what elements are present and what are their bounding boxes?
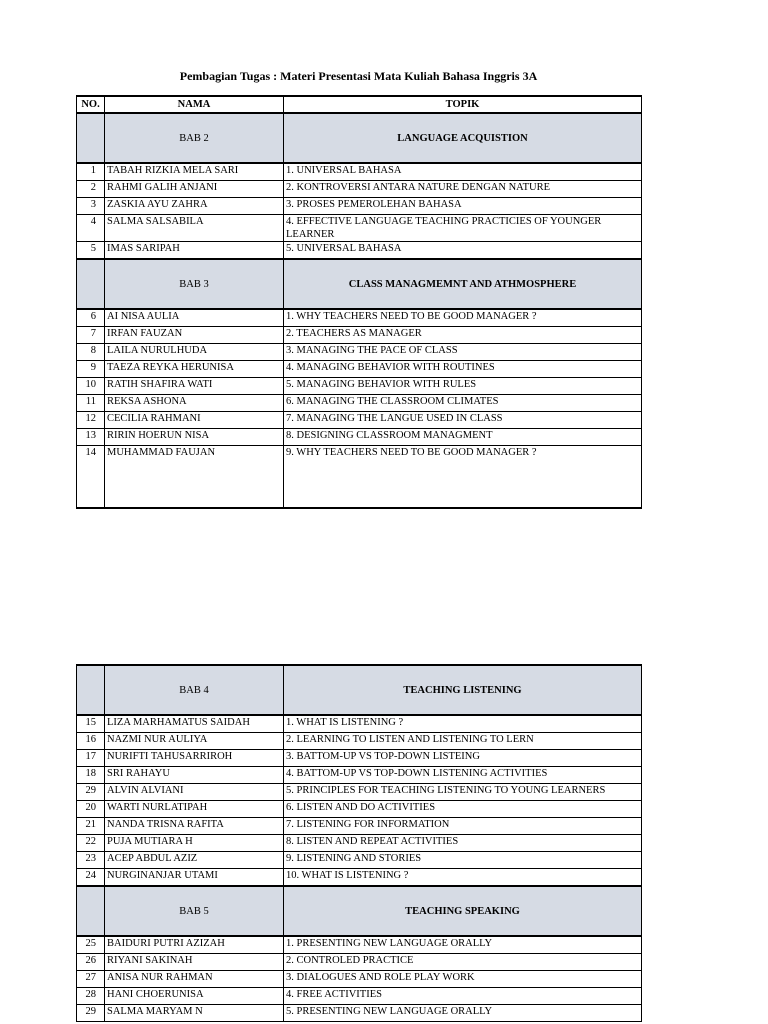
row-no: 21 [77, 818, 105, 835]
table-row [77, 936, 642, 954]
row-name: NURGINANJAR UTAMI [105, 869, 284, 887]
section-topic: TEACHING SPEAKING [284, 886, 642, 936]
row-topic: 6. LISTEN AND DO ACTIVITIES [284, 801, 642, 818]
section-bab-label: BAB 3 [105, 259, 284, 309]
row-name: TAEZA REYKA HERUNISA [105, 361, 284, 378]
row-name: LIZA MARHAMATUS SAIDAH [105, 715, 284, 733]
row-name: MUHAMMAD FAUJAN [105, 446, 284, 509]
row-name: ANISA NUR RAHMAN [105, 971, 284, 988]
row-no: 16 [77, 733, 105, 750]
row-topic: 6. MANAGING THE CLASSROOM CLIMATES [284, 395, 642, 412]
row-name: SALMA MARYAM N [105, 1005, 284, 1022]
row-name: RATIH SHAFIRA WATI [105, 378, 284, 395]
header-topik: TOPIK [284, 96, 642, 113]
row-topic: 5. PRINCIPLES FOR TEACHING LISTENING TO YOUNG LEARNERS [284, 784, 642, 801]
header-row [77, 96, 642, 113]
row-no: 6 [77, 309, 105, 327]
row-no: 14 [77, 446, 105, 509]
header-no: NO. [77, 96, 105, 113]
table-row [77, 784, 642, 801]
section-bab-label: BAB 2 [105, 113, 284, 163]
row-no: 13 [77, 429, 105, 446]
section-header-bab5 [77, 886, 642, 936]
row-name: SRI RAHAYU [105, 767, 284, 784]
row-topic: 2. KONTROVERSI ANTARA NATURE DENGAN NATURE [284, 181, 642, 198]
table-row [77, 378, 642, 395]
row-topic: 1. UNIVERSAL BAHASA [284, 163, 642, 181]
row-topic: 2. TEACHERS AS MANAGER [284, 327, 642, 344]
row-name: SALMA SALSABILA [105, 215, 284, 242]
row-topic: 1. WHAT IS LISTENING ? [284, 715, 642, 733]
row-no: 24 [77, 869, 105, 887]
assignment-table-1 [76, 95, 642, 509]
row-name: HANI CHOERUNISA [105, 988, 284, 1005]
document-title: Pembagian Tugas : Materi Presentasi Mata Kuliah Bahasa Inggris 3A [179, 69, 538, 83]
row-topic: 4. BATTOM-UP VS TOP-DOWN LISTENING ACTIVITIES [284, 767, 642, 784]
table-row [77, 818, 642, 835]
table-row [77, 869, 642, 887]
row-topic: 9. WHY TEACHERS NEED TO BE GOOD MANAGER ? [284, 446, 642, 509]
row-topic: 4. FREE ACTIVITIES [284, 988, 642, 1005]
section-header-bab3 [77, 259, 642, 309]
row-name: IMAS SARIPAH [105, 242, 284, 260]
row-topic: 1. PRESENTING NEW LANGUAGE ORALLY [284, 936, 642, 954]
row-name: PUJA MUTIARA H [105, 835, 284, 852]
table-row [77, 1005, 642, 1022]
row-no: 2 [77, 181, 105, 198]
row-name: RAHMI GALIH ANJANI [105, 181, 284, 198]
row-name: NANDA TRISNA RAFITA [105, 818, 284, 835]
table-row [77, 852, 642, 869]
row-topic: 3. PROSES PEMEROLEHAN BAHASA [284, 198, 642, 215]
row-name: LAILA NURULHUDA [105, 344, 284, 361]
row-no: 28 [77, 988, 105, 1005]
table-row [77, 988, 642, 1005]
table-row [77, 801, 642, 818]
row-name: ACEP ABDUL AZIZ [105, 852, 284, 869]
table-row [77, 361, 642, 378]
row-topic: 3. BATTOM-UP VS TOP-DOWN LISTEING [284, 750, 642, 767]
row-topic: 9. LISTENING AND STORIES [284, 852, 642, 869]
table-row [77, 767, 642, 784]
row-no: 12 [77, 412, 105, 429]
row-topic: 2. LEARNING TO LISTEN AND LISTENING TO LERN [284, 733, 642, 750]
section-bab-label: BAB 4 [105, 665, 284, 715]
table-row [77, 715, 642, 733]
row-no: 4 [77, 215, 105, 242]
table-row [77, 242, 642, 260]
row-name: REKSA ASHONA [105, 395, 284, 412]
row-name: RIYANI SAKINAH [105, 954, 284, 971]
table-row [77, 733, 642, 750]
row-name: TABAH RIZKIA MELA SARI [105, 163, 284, 181]
header-nama: NAMA [105, 96, 284, 113]
row-name: AI NISA AULIA [105, 309, 284, 327]
row-no: 8 [77, 344, 105, 361]
assignment-table-2 [76, 664, 642, 1022]
row-name: BAIDURI PUTRI AZIZAH [105, 936, 284, 954]
row-no: 29 [77, 784, 105, 801]
row-name: ZASKIA AYU ZAHRA [105, 198, 284, 215]
row-no: 29 [77, 1005, 105, 1022]
table-row [77, 971, 642, 988]
row-no: 7 [77, 327, 105, 344]
section-bab-label: BAB 5 [105, 886, 284, 936]
row-no: 20 [77, 801, 105, 818]
row-name: NAZMI NUR AULIYA [105, 733, 284, 750]
table-row [77, 344, 642, 361]
row-topic: 5. PRESENTING NEW LANGUAGE ORALLY [284, 1005, 642, 1022]
row-no: 26 [77, 954, 105, 971]
row-topic: 5. MANAGING BEHAVIOR WITH RULES [284, 378, 642, 395]
row-no: 18 [77, 767, 105, 784]
table-row [77, 215, 642, 242]
row-no: 9 [77, 361, 105, 378]
row-no: 11 [77, 395, 105, 412]
row-topic: 7. MANAGING THE LANGUE USED IN CLASS [284, 412, 642, 429]
table-row [77, 750, 642, 767]
row-no: 10 [77, 378, 105, 395]
section-header-bab4 [77, 665, 642, 715]
row-name: IRFAN FAUZAN [105, 327, 284, 344]
section-topic: TEACHING LISTENING [284, 665, 642, 715]
table-row [77, 327, 642, 344]
row-topic: 5. UNIVERSAL BAHASA [284, 242, 642, 260]
table-row [77, 954, 642, 971]
row-name: RIRIN HOERUN NISA [105, 429, 284, 446]
row-no: 27 [77, 971, 105, 988]
row-topic: 2. CONTROLED PRACTICE [284, 954, 642, 971]
row-name: NURIFTI TAHUSARRIROH [105, 750, 284, 767]
section-topic: LANGUAGE ACQUISTION [284, 113, 642, 163]
row-no: 15 [77, 715, 105, 733]
row-no: 5 [77, 242, 105, 260]
row-no: 17 [77, 750, 105, 767]
row-topic: 1. WHY TEACHERS NEED TO BE GOOD MANAGER ? [284, 309, 642, 327]
row-topic: 8. LISTEN AND REPEAT ACTIVITIES [284, 835, 642, 852]
table-row [77, 309, 642, 327]
row-topic: 3. DIALOGUES AND ROLE PLAY WORK [284, 971, 642, 988]
table-row [77, 835, 642, 852]
table-row [77, 395, 642, 412]
row-topic: 10. WHAT IS LISTENING ? [284, 869, 642, 887]
row-no: 3 [77, 198, 105, 215]
row-no: 22 [77, 835, 105, 852]
row-topic: 7. LISTENING FOR INFORMATION [284, 818, 642, 835]
row-no: 23 [77, 852, 105, 869]
row-topic: 4. EFFECTIVE LANGUAGE TEACHING PRACTICIES OF YOUNGER LEARNER [284, 215, 642, 242]
row-name: CECILIA RAHMANI [105, 412, 284, 429]
table-row [77, 429, 642, 446]
table-row [77, 181, 642, 198]
row-topic: 8. DESIGNING CLASSROOM MANAGMENT [284, 429, 642, 446]
row-no: 25 [77, 936, 105, 954]
table-row [77, 412, 642, 429]
row-name: ALVIN ALVIANI [105, 784, 284, 801]
row-name: WARTI NURLATIPAH [105, 801, 284, 818]
row-topic: 3. MANAGING THE PACE OF CLASS [284, 344, 642, 361]
table-row [77, 163, 642, 181]
row-no: 1 [77, 163, 105, 181]
row-topic: 4. MANAGING BEHAVIOR WITH ROUTINES [284, 361, 642, 378]
section-header-bab2 [77, 113, 642, 163]
table-row [77, 446, 642, 509]
section-topic: CLASS MANAGMEMNT AND ATHMOSPHERE [284, 259, 642, 309]
table-row [77, 198, 642, 215]
